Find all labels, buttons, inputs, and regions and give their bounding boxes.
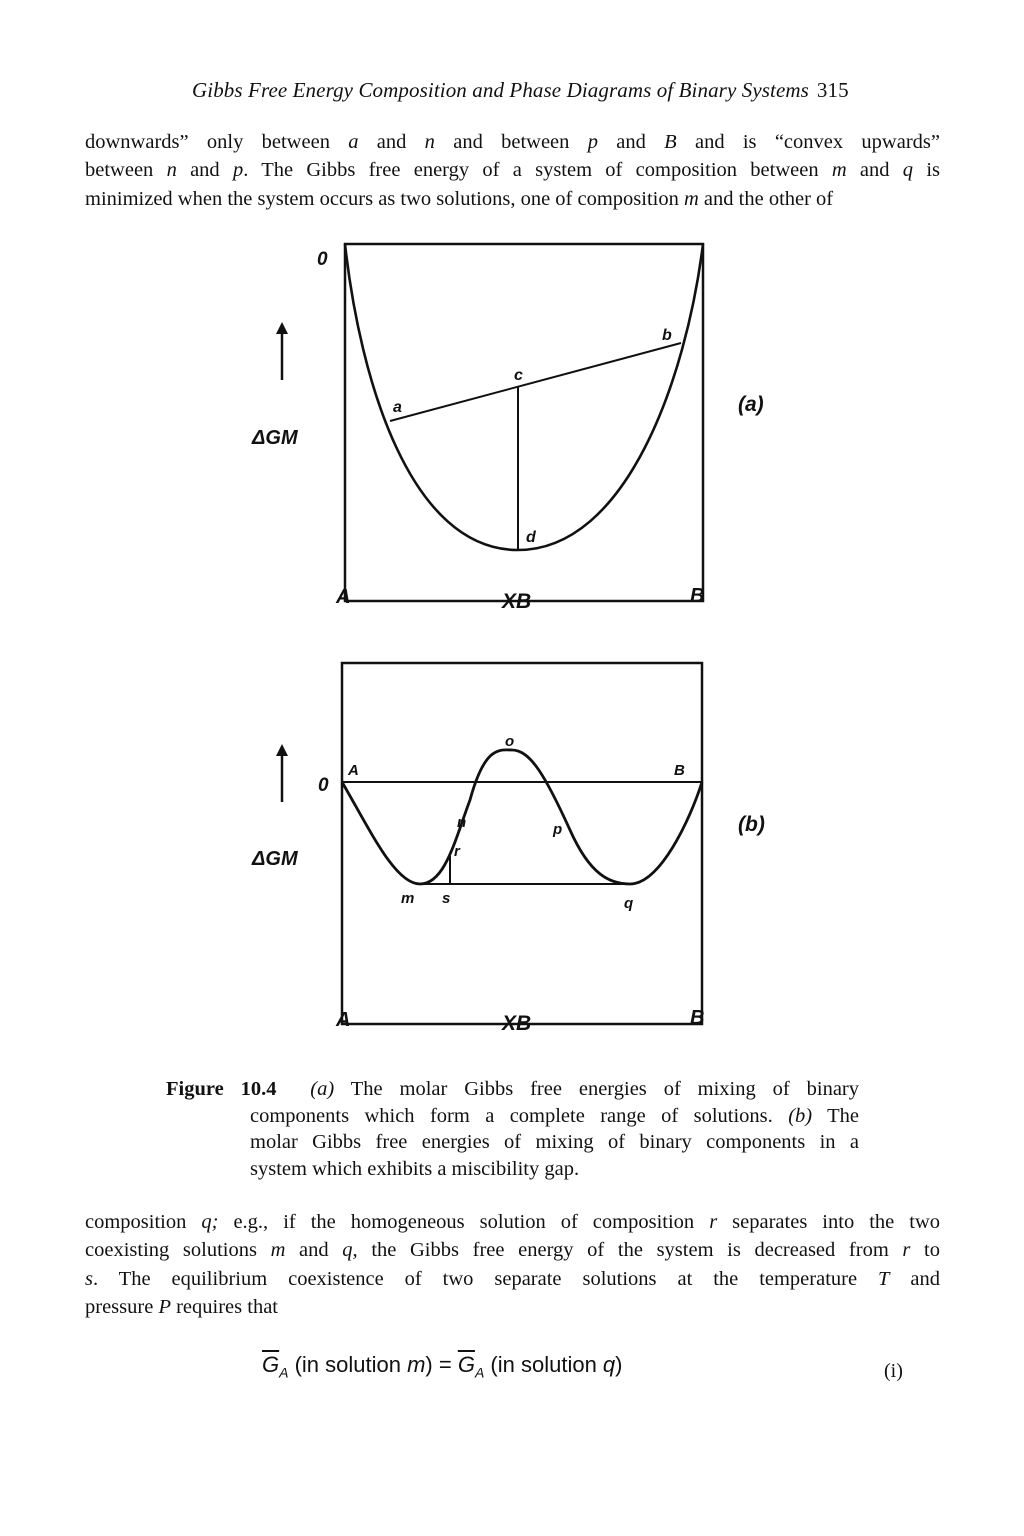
panel-b-x-left: A [336, 1009, 351, 1031]
panel-a-x-left: A [336, 586, 351, 608]
panel-b-tag: (b) [738, 813, 765, 836]
text-run: minimized when the system occurs as two solutions, one of composition [85, 187, 684, 210]
text-run: n [424, 131, 435, 153]
running-title: Gibbs Free Energy Composition and Phase Diagrams of Binary Systems [192, 78, 809, 102]
equation-number: (i) [884, 1360, 903, 1382]
text-run: e.g., if the homogeneous solution of composition [218, 1211, 710, 1233]
text-run: . The equilibrium coexistence of two separate solutions at the temperature [92, 1267, 879, 1290]
point-o-label: o [505, 733, 515, 750]
text-run: m [270, 1239, 286, 1262]
panel-a-frame [345, 244, 703, 601]
panel-a-x-right: B [690, 585, 705, 607]
text-run: and the other of [698, 187, 834, 210]
caption-rest [166, 1103, 859, 1183]
text-run: and [176, 159, 233, 182]
paragraph-bottom [85, 1208, 940, 1321]
caption-text: components which form a complete range of solutions. [250, 1104, 789, 1127]
eq-sub-right: A [474, 1364, 485, 1381]
panel-a-ylabel: ΔGM [252, 427, 298, 449]
text-run: and [846, 159, 903, 182]
eq-var-m: m [407, 1352, 426, 1377]
caption-line2 [250, 1103, 859, 1130]
panel-a-tieline [390, 343, 681, 421]
text-run: and is “convex upwards” [676, 131, 940, 153]
figure-10-4 [240, 230, 800, 1060]
panel-b-top-left: A [348, 762, 359, 779]
point-n-label: n [457, 814, 467, 831]
caption-text: The molar Gibbs free energies of mixing of binary [334, 1078, 860, 1100]
text-run: B [664, 131, 677, 153]
para1-line1 [85, 128, 940, 156]
text-run: requires that [170, 1295, 278, 1318]
para2-line3 [85, 1265, 940, 1293]
text-run: p [587, 131, 598, 153]
point-m-label: m [401, 890, 415, 907]
point-a-label: a [393, 399, 402, 416]
up-arrow-icon [276, 322, 288, 334]
eq-text: ) = [425, 1352, 458, 1377]
point-r-label: r [454, 843, 460, 860]
eq-g-right: $\overline{G}$ [457, 1352, 475, 1377]
text-run: between [85, 159, 167, 182]
text-run: pressure [85, 1295, 159, 1318]
figure-svg [240, 230, 800, 1060]
panel-b-frame [342, 663, 702, 1024]
running-header [192, 78, 932, 103]
caption-text: system which exhibits a miscibility gap. [250, 1157, 580, 1180]
page-number: 315 [816, 78, 849, 102]
equation-i [262, 1352, 623, 1380]
point-d-label: d [526, 529, 536, 546]
text-run: and [889, 1267, 940, 1290]
caption-line1 [166, 1076, 859, 1103]
eq-sub-left: A [279, 1364, 289, 1381]
text-run: p [232, 159, 244, 182]
text-run: T [878, 1267, 890, 1290]
point-b-label: b [662, 327, 672, 344]
panel-a-zero: 0 [317, 249, 328, 270]
eq-text: ) [615, 1352, 623, 1377]
panel-b-zero: 0 [318, 775, 329, 796]
text-run: q [902, 159, 914, 182]
text-run: to [910, 1239, 940, 1262]
text-run: r [709, 1211, 718, 1233]
para1-line3 [85, 185, 920, 213]
text-run: the Gibbs free energy of the system is decreased from [357, 1239, 903, 1262]
point-q-label: q [624, 895, 634, 912]
caption-line3 [250, 1129, 859, 1156]
para1-line2 [85, 156, 940, 184]
point-s-label: s [442, 890, 451, 907]
point-c-label: c [514, 367, 523, 384]
para2-line4 [85, 1293, 940, 1321]
caption-text: The [812, 1104, 859, 1127]
caption-text: molar Gibbs free energies of mixing of binary components in a [250, 1131, 859, 1153]
text-run: and [358, 131, 425, 153]
text-run: composition [85, 1211, 202, 1233]
text-run: s [85, 1267, 93, 1290]
panel-a-tag: (a) [738, 393, 764, 416]
text-run: q, [342, 1239, 358, 1262]
text-run: r [902, 1239, 911, 1262]
panel-b-ylabel: ΔGM [252, 848, 298, 870]
panel-a-x-mid: XB [502, 590, 532, 613]
caption-label: Figure 10.4 [166, 1078, 277, 1100]
panel-b-x-mid: XB [502, 1012, 532, 1035]
text-run: coexisting solutions [85, 1239, 271, 1262]
text-run: m [683, 187, 699, 210]
up-arrow-icon [276, 744, 288, 756]
figure-caption [166, 1076, 859, 1182]
eq-var-q: q [602, 1352, 616, 1377]
panel-b-top-right: B [674, 762, 685, 779]
caption-tag-a: (a) [310, 1078, 335, 1100]
para2-line1 [85, 1208, 940, 1236]
paragraph-top [85, 128, 940, 213]
eq-text: (in solution [484, 1352, 603, 1377]
eq-text: (in solution [288, 1352, 408, 1377]
text-run: q; [201, 1211, 219, 1233]
text-run: downwards” only between [85, 131, 349, 153]
panel-b-curve [342, 750, 702, 884]
text-run: a [348, 131, 359, 153]
caption-tag-b: (b) [788, 1104, 813, 1127]
text-run: and [597, 131, 665, 153]
panel-a-curve [345, 244, 703, 550]
panel-a-labels [251, 249, 764, 613]
text-run: P [158, 1295, 171, 1318]
text-run: and [285, 1239, 343, 1262]
text-run: n [166, 159, 177, 182]
eq-g-left: $\overline{G}$ [262, 1352, 280, 1377]
text-run: m [831, 159, 847, 182]
text-run: is [913, 159, 940, 182]
panel-b [276, 663, 702, 1024]
text-run: . The Gibbs free energy of a system of composition between [243, 159, 832, 182]
text-run: and between [434, 131, 588, 153]
text-run: separates into the two [717, 1211, 941, 1233]
caption-line4 [250, 1156, 859, 1183]
point-p-label: p [553, 821, 563, 838]
para2-line2 [85, 1236, 940, 1264]
panel-b-x-right: B [690, 1007, 705, 1029]
panel-a [276, 244, 703, 601]
